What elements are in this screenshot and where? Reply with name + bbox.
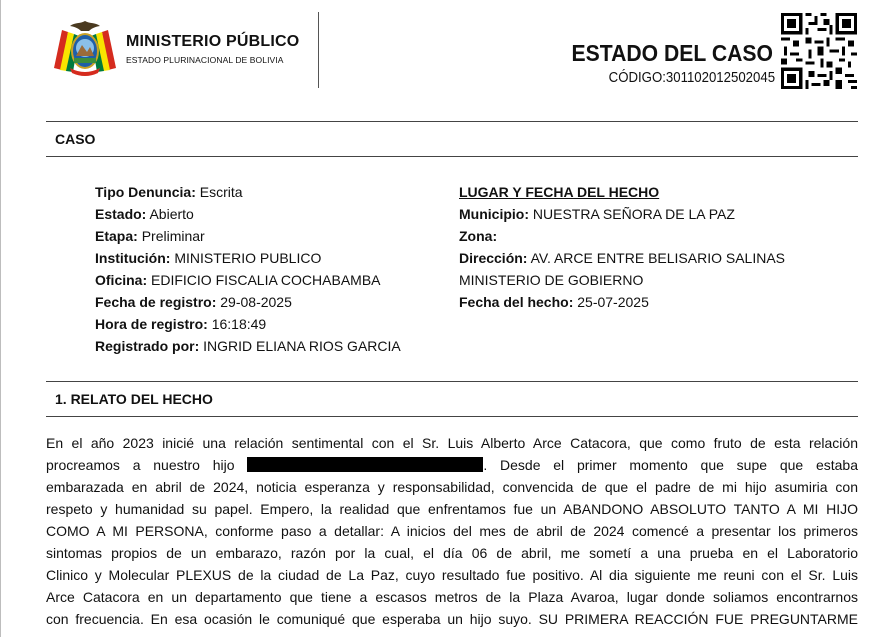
field-label: Registrado por: [95, 338, 200, 354]
field-value: 25-07-2025 [577, 294, 649, 310]
field-etapa [95, 225, 205, 247]
relato-line: con frecuencia. En esa ocasión le comuniqué que esperaba un hijo suyo. SU PRIMERA REACCIÓN FUE PREGUNTARME [46, 611, 858, 627]
field-label: Estado: [95, 206, 147, 222]
lugar-fecha-title: LUGAR Y FECHA DEL HECHO [459, 184, 660, 200]
relato-line: Clinico y Molecular PLEXUS de la ciudad de La Paz, cuyo resultado fue positivo. Al dia siguiente me reuni con el Sr. Luis [46, 567, 858, 583]
relato-text-segment: . Desde el primer momento que supe que estaba [483, 457, 858, 473]
field-oficina [95, 269, 381, 291]
case-code [609, 69, 775, 86]
document-title: ESTADO DEL CASO [571, 40, 773, 66]
field-institucion [95, 247, 321, 269]
field-fecha-hecho [459, 291, 649, 313]
relato-line-redacted [46, 454, 858, 476]
field-label: Tipo Denuncia: [95, 184, 196, 200]
case-code-value: 301102012502045 [665, 69, 775, 86]
field-value: Preliminar [141, 228, 205, 244]
field-value: AV. ARCE ENTRE BELISARIO SALINAS [530, 250, 786, 266]
divider-top-caso [46, 121, 858, 122]
field-value: Abierto [149, 206, 194, 222]
field-direccion [459, 247, 785, 269]
field-label: Fecha de registro: [95, 294, 217, 310]
qr-code-icon[interactable] [781, 13, 857, 89]
relato-line: Arce Catacora en un departamento que tiene a escasos metros de la Plaza Avaroa, lugar donde soliamos encontrarnos [46, 589, 858, 605]
field-label: Oficina: [95, 272, 148, 288]
redaction-bar [247, 457, 483, 472]
field-value: 16:18:49 [211, 316, 267, 332]
section-title-caso: CASO [55, 131, 96, 147]
case-code-label: CÓDIGO: [608, 69, 666, 86]
field-hora-registro [95, 313, 266, 335]
relato-text-segment: procreamos a nuestro hijo [46, 457, 235, 473]
field-value: NUESTRA SEÑORA DE LA PAZ [532, 206, 735, 222]
field-tipo-denuncia [95, 181, 243, 203]
field-value: MINISTERIO PUBLICO [174, 250, 322, 266]
field-label: Dirección: [459, 250, 528, 266]
field-estado [95, 203, 194, 225]
field-value: INGRID ELIANA RIOS GARCIA [203, 338, 401, 354]
page-left-border [0, 0, 1, 637]
relato-line: embarazada en abril de 2024, noticia esperanza y responsabilidad, convencida de que el padre de mi hijo asumiria con [46, 479, 858, 495]
divider-bottom-relato [46, 416, 858, 417]
relato-line: COMO A MI PERSONA, conforme paso a detallar: A inicios del mes de abril de 2024 comencé a presentar los primeros [46, 523, 858, 539]
bolivia-coat-of-arms-logo [52, 18, 118, 78]
field-label: Municipio: [459, 206, 529, 222]
field-value: 29-08-2025 [220, 294, 292, 310]
relato-line: En el año 2023 inicié una relación sentimental con el Sr. Luis Alberto Arce Catacora, que como fruto de esta relación [46, 435, 858, 451]
field-fecha-registro [95, 291, 292, 313]
field-label: Zona: [459, 228, 498, 244]
header-divider [318, 12, 319, 88]
field-label: Etapa: [95, 228, 138, 244]
relato-line: sintomas propios de un embarazo, razón por la cual, el día 06 de abril, me sometí a una prueba en el Laboratorio [46, 545, 858, 561]
relato-line: respeto y humanidad su papel. Empero, la realidad que enfrentamos fue un ABANDONO ABSOLUTO TANTO A MI HIJO [46, 501, 858, 517]
field-registrado-por [95, 335, 401, 357]
field-value: Escrita [199, 184, 243, 200]
divider-bottom-caso [46, 156, 858, 157]
org-subtitle: ESTADO PLURINACIONAL DE BOLIVIA [126, 55, 284, 65]
field-municipio [459, 203, 735, 225]
divider-top-relato [46, 381, 858, 382]
org-name: MINISTERIO PÚBLICO [126, 33, 300, 50]
field-value: EDIFICIO FISCALIA COCHABAMBA [151, 272, 381, 288]
field-label: Fecha del hecho: [459, 294, 574, 310]
field-direccion-cont: MINISTERIO DE GOBIERNO [459, 272, 644, 288]
field-label: Institución: [95, 250, 171, 266]
field-label: Hora de registro: [95, 316, 208, 332]
field-zona [459, 225, 497, 247]
section-title-relato: 1. RELATO DEL HECHO [55, 391, 213, 407]
